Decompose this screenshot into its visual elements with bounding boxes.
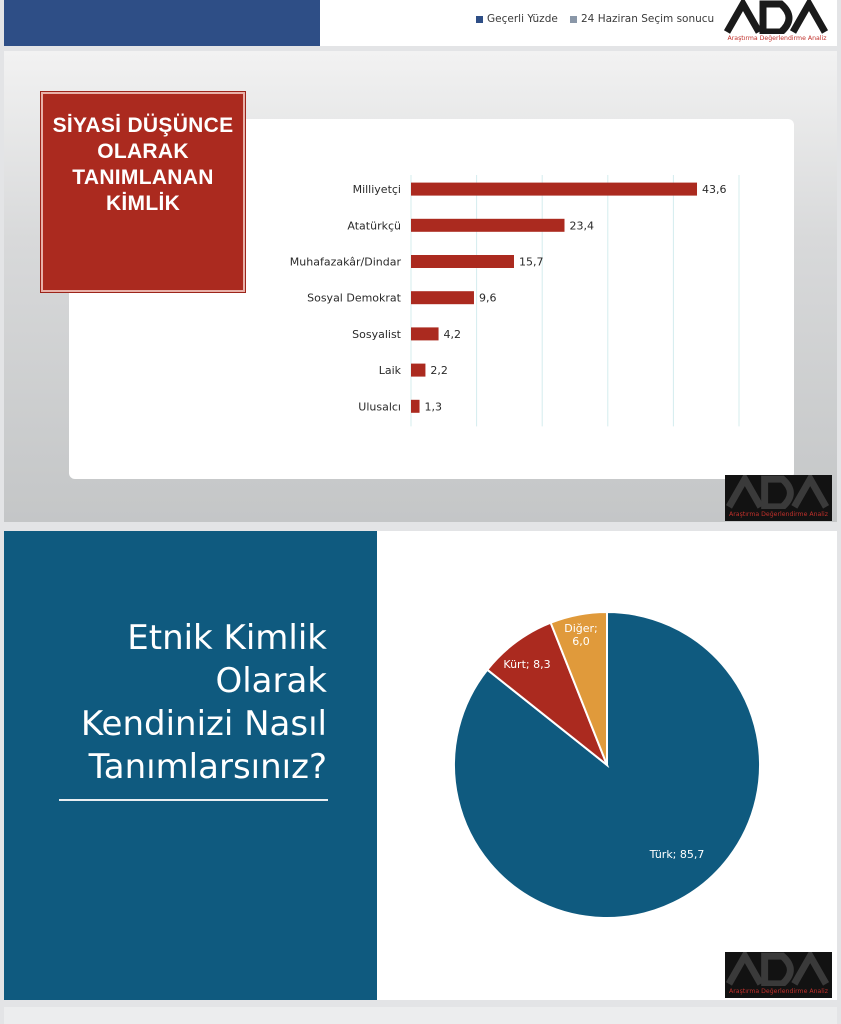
ada-logo-icon — [725, 952, 832, 986]
legend-label: Geçerli Yüzde — [487, 13, 558, 25]
category-label: Atatürkçü — [347, 219, 401, 233]
value-label: 43,6 — [702, 183, 727, 197]
legend-item-secim — [570, 13, 714, 25]
ada-logo — [723, 0, 831, 46]
slide2-title: Etnik Kimlik Olarak Kendinizi Nasıl Tanımlarsınız? — [80, 618, 327, 787]
previous-slide-strip — [4, 0, 837, 46]
legend-item-gecerli — [476, 13, 558, 25]
slide-ethnic-identity — [4, 531, 837, 1000]
ada-logo-subtitle: Araştırma Değerlendirme Analiz — [729, 511, 828, 518]
value-label: 9,6 — [478, 291, 497, 305]
category-label: Muhafazakâr/Dindar — [289, 255, 401, 269]
bar — [411, 400, 420, 413]
previous-slide-blue-panel — [4, 0, 320, 46]
value-label: 4,2 — [443, 327, 462, 341]
slide-political-identity — [4, 51, 837, 522]
value-label: 15,7 — [518, 255, 544, 269]
bar — [411, 219, 565, 232]
value-label: 23,4 — [569, 219, 595, 233]
ada-logo-icon — [725, 475, 832, 509]
category-label: Sosyal Demokrat — [307, 291, 401, 305]
bar — [411, 183, 697, 196]
ada-logo-subtitle: Araştırma Değerlendirme Analiz — [729, 988, 828, 995]
pie-chart — [4, 531, 837, 1000]
slide1-title: SİYASİ DÜŞÜNCE OLARAK TANIMLANAN KİMLİK — [52, 114, 234, 215]
category-label: Sosyalist — [352, 327, 401, 341]
ada-logo-subtitle: Araştırma Değerlendirme Analiz — [727, 35, 827, 42]
legend-swatch-icon — [476, 16, 483, 23]
slice-label: Diğer; 6,0 — [564, 622, 598, 648]
ada-logo — [725, 952, 832, 998]
bar — [411, 364, 425, 377]
bar — [411, 291, 474, 304]
value-label: 1,3 — [424, 400, 443, 414]
bar — [411, 327, 439, 340]
slice-label: Kürt; 8,3 — [503, 658, 551, 671]
category-label: Ulusalcı — [358, 400, 401, 414]
bar — [411, 255, 514, 268]
next-slide-strip — [4, 1007, 837, 1024]
ada-logo-icon — [723, 0, 831, 34]
slide1-title-box — [41, 92, 245, 292]
legend-swatch-icon — [570, 16, 577, 23]
value-label: 2,2 — [430, 364, 448, 378]
slice-label: Türk; 85,7 — [649, 848, 705, 861]
category-label: Milliyetçi — [352, 183, 401, 197]
ada-logo — [725, 475, 832, 521]
legend-label: 24 Haziran Seçim sonucu — [581, 13, 715, 25]
category-label: Laik — [378, 364, 401, 378]
